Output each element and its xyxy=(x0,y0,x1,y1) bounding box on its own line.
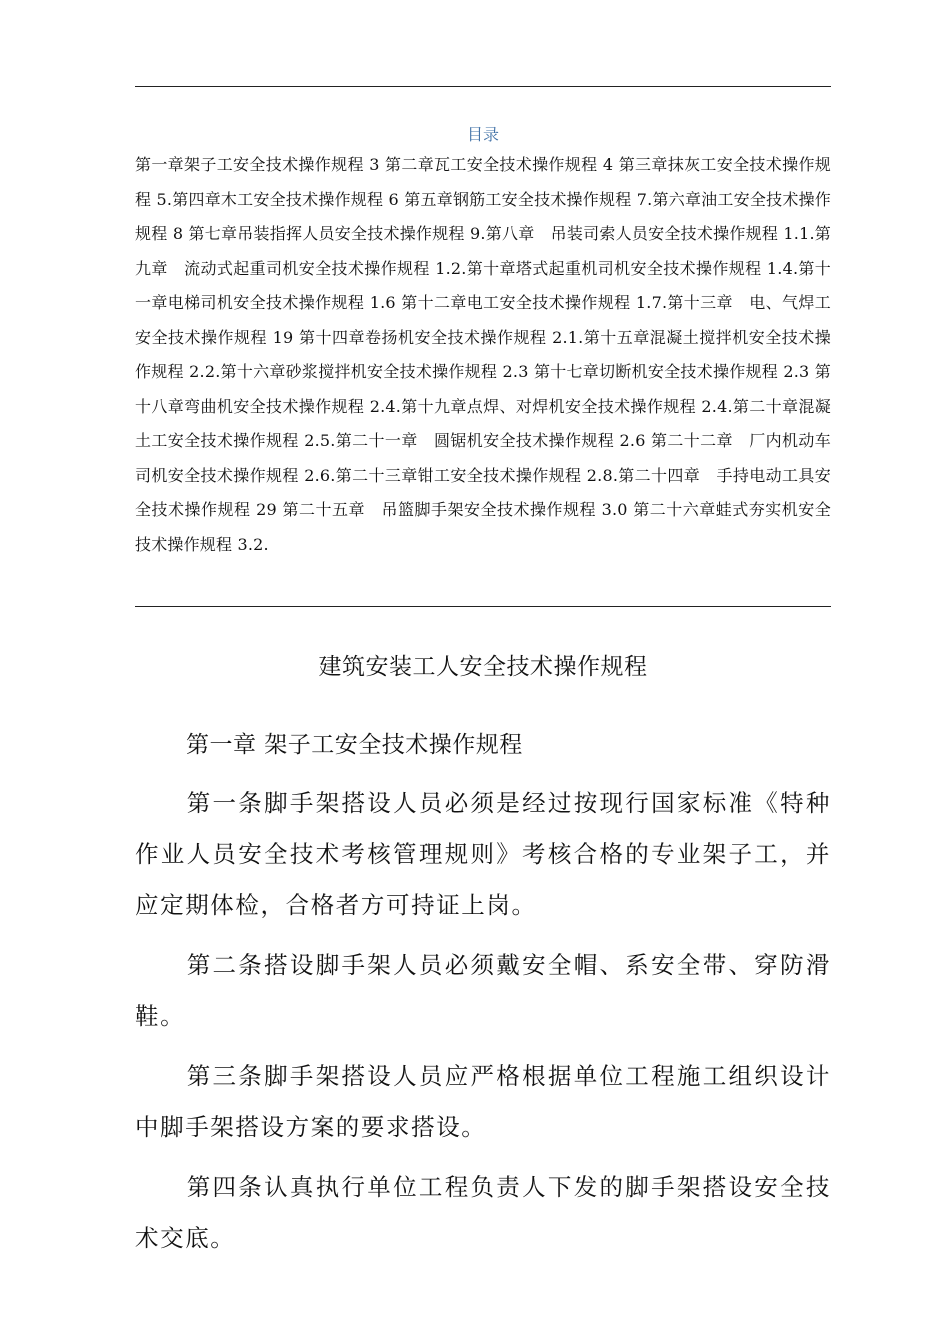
top-rule xyxy=(135,86,831,87)
article-4: 第四条认真执行单位工程负责人下发的脚手架搭设安全技术交底。 xyxy=(135,1173,831,1252)
article-2: 第二条搭设脚手架人员必须戴安全帽、系安全带、穿防滑鞋。 xyxy=(135,951,831,1030)
bottom-rule xyxy=(135,606,831,607)
article-list xyxy=(135,778,831,1273)
article-1: 第一条脚手架搭设人员必须是经过按现行国家标准《特种作业人员安全技术考核管理规则》考核合格的专业架子工，并应定期体检，合格者方可持证上岗。 xyxy=(135,789,831,919)
chapter-heading: 第一章 架子工安全技术操作规程 xyxy=(186,732,523,758)
document-title: 建筑安装工人安全技术操作规程 xyxy=(318,654,648,680)
toc-entries[interactable]: 第一章架子工安全技术操作规程 3 第二章瓦工安全技术操作规程 4 第三章抹灰工安全技术操作规程 5.第四章木工安全技术操作规程 6 第五章钢筋工安全技术操作规程 7.第六章油工安全技术操作规程 8 第七章吊装指挥人员安全技术操作规程 9.第八章 吊装司索人员安全技术操作规程 1.1.第九章 流动式起重司机安全技术操作规程 1.2.第十章塔式起重机司机安全技术操作规程 1.4.第十一章电梯司机安全技术操作规程 1.6 第十二章电工安全技术操作规程 1.7.第十三章 电、气焊工安全技术操作规程 19 第十四章卷扬机安全技术操作规程 2.1.第十五章混凝土搅拌机安全技术操作规程 2.2.第十六章砂浆搅拌机安全技术操作规程 2.3 第十七章切断机安全技术操作规程 2.3 第十八章弯曲机安全技术操作规程 2.4.第十九章点焊、对焊机安全技术操作规程 2.4.第二十章混凝土工安全技术操作规程 2.5.第二十一章 圆锯机安全技术操作规程 2.6 第二十二章 厂内机动车司机安全技术操作规程 2.6.第二十三章钳工安全技术操作规程 2.8.第二十四章 手持电动工具安全技术操作规程 29 第二十五章 吊篮脚手架安全技术操作规程 3.0 第二十六章蛙式夯实机安全技术操作规程 3.2. xyxy=(135,155,831,554)
toc-title[interactable]: 目录 xyxy=(466,125,499,144)
article-3: 第三条脚手架搭设人员应严格根据单位工程施工组织设计中脚手架搭设方案的要求搭设。 xyxy=(135,1062,831,1141)
